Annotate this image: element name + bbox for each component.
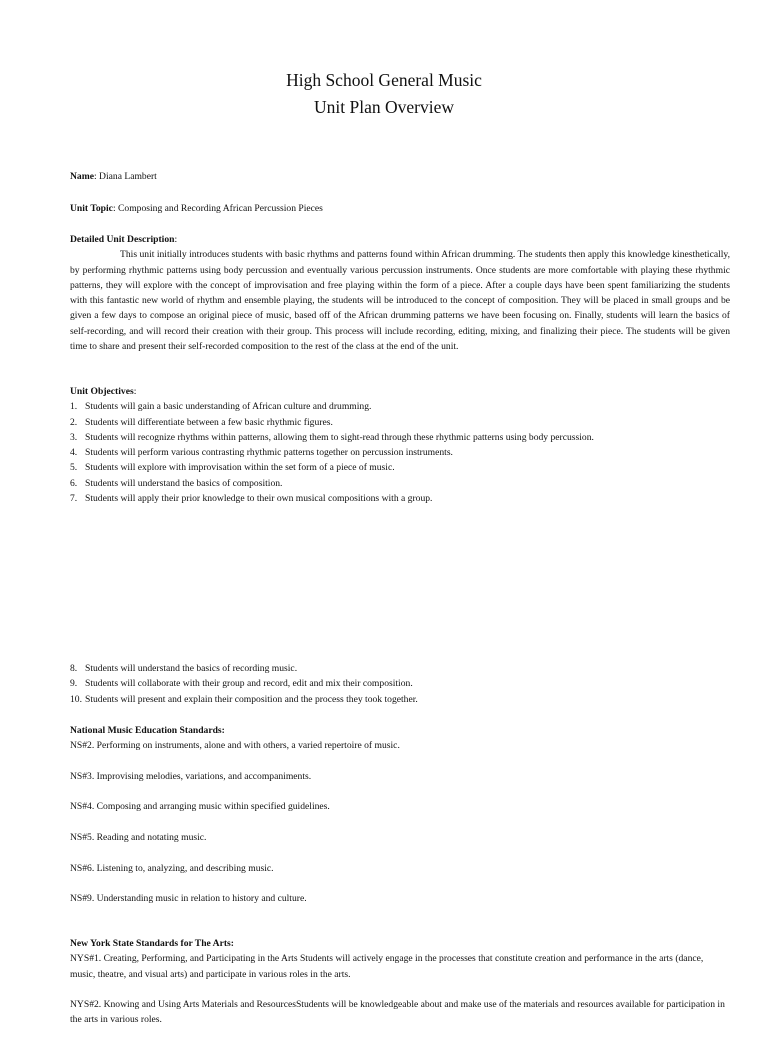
objective-number: 3. xyxy=(70,431,78,443)
objective-item xyxy=(70,661,730,676)
objective-text: Students will explore with improvisation within the set form of a piece of music. xyxy=(85,462,395,474)
standard-item: NS#2. Performing on instruments, alone and with others, a varied repertoire of music. xyxy=(70,740,400,752)
objective-item xyxy=(70,476,730,491)
label-colon: : xyxy=(174,234,178,245)
name-field xyxy=(70,169,730,184)
objective-text: Students will recognize rhythms within patterns, allowing them to sight-read through these rhythmic patterns using body percussion. xyxy=(85,431,594,443)
document-title: High School General Music xyxy=(286,70,482,90)
objective-number: 1. xyxy=(70,401,78,413)
nys-standard-item: NYS#1. Creating, Performing, and Participating in the Arts Students will actively engage in the processes that constitute creation and performance in the arts (dance, music, theatre, and visual arts) and participate in various roles in the arts. xyxy=(70,953,704,980)
unit-topic-label: Unit Topic xyxy=(70,203,113,214)
unit-topic-value: : Composing and Recording African Percussion Pieces xyxy=(112,203,323,214)
unit-objectives-continued xyxy=(70,661,730,707)
unit-objectives-label: Unit Objectives xyxy=(70,386,134,397)
objective-text: Students will collaborate with their group and record, edit and mix their composition. xyxy=(85,678,413,690)
nys-standards-section xyxy=(70,936,730,1043)
unit-objectives-section xyxy=(70,384,730,506)
objective-text: Students will understand the basics of recording music. xyxy=(85,663,298,674)
objective-item xyxy=(70,415,730,430)
standard-item: NS#6. Listening to, analyzing, and describing music. xyxy=(70,862,274,874)
objective-item xyxy=(70,445,730,460)
unit-topic-field xyxy=(70,201,730,216)
objective-number: 8. xyxy=(70,663,78,674)
objective-number: 5. xyxy=(70,462,78,474)
nys-standards-label: New York State Standards for The Arts: xyxy=(70,938,234,949)
national-standards-label: National Music Education Standards: xyxy=(70,725,225,736)
standard-item: NS#9. Understanding music in relation to history and culture. xyxy=(70,893,307,905)
objective-text: Students will differentiate between a few basic rhythmic figures. xyxy=(85,416,333,428)
objective-number: 4. xyxy=(70,447,78,459)
name-label: Name xyxy=(70,171,94,182)
objective-number: 2. xyxy=(70,416,78,428)
name-value: : Diana Lambert xyxy=(93,171,157,182)
standard-item: NS#5. Reading and notating music. xyxy=(70,832,207,844)
objective-text: Students will understand the basics of composition. xyxy=(85,477,283,489)
standard-item: NS#4. Composing and arranging music within specified guidelines. xyxy=(70,801,330,813)
national-standards-section xyxy=(70,723,730,922)
objective-text: Students will perform various contrasting rhythmic patterns together on percussion instruments. xyxy=(85,447,453,459)
objective-number: 6. xyxy=(70,477,78,489)
unit-description-label: Detailed Unit Description xyxy=(70,234,175,245)
objective-item xyxy=(70,491,730,506)
objective-number: 10. xyxy=(70,693,82,705)
standard-item: NS#3. Improvising melodies, variations, and accompaniments. xyxy=(70,770,312,782)
objective-item xyxy=(70,430,730,445)
objective-item xyxy=(70,460,730,475)
label-colon: : xyxy=(133,386,137,397)
objective-text: Students will gain a basic understanding of African culture and drumming. xyxy=(85,401,372,413)
objective-item xyxy=(70,692,730,707)
nys-standard-item: NYS#2. Knowing and Using Arts Materials and ResourcesStudents will be knowledgeable about and make use of the materials and resources available for participation in the arts in various roles. xyxy=(70,999,725,1026)
objective-text: Students will present and explain their composition and the process they took together. xyxy=(85,693,418,705)
unit-description-section xyxy=(70,232,730,354)
objective-item xyxy=(70,676,730,691)
objective-number: 7. xyxy=(70,493,78,505)
objective-number: 9. xyxy=(70,678,78,690)
objective-item xyxy=(70,399,730,414)
objective-text: Students will apply their prior knowledge to their own musical compositions with a group. xyxy=(85,493,433,505)
unit-description-text: This unit initially introduces students with basic rhythms and patterns found within African drumming. The students then apply this knowledge kinesthetically, by performing rhythmic patterns using body percussion and eventually various percussion instruments. Once students are more comfortable with playing these rhythmic patterns, they will explore with the concept of improvisation and free playing within the form of a piece. After a couple days have been spent familiarizing the students with this fantastic new world of rhythm and ensemble playing, the students will be introduced to the concept of composition. They will be placed in small groups and be given a few days to compose an original piece of music, based off of the African drumming patterns we have been focusing on. Finally, students will learn the basics of self-recording, and will record their creation with their group. This process will include recording, editing, mixing, and finalizing their piece. The students will be given time to share and present their self-recorded composition to the rest of the class at the end of the unit. xyxy=(70,249,730,353)
document-subtitle: Unit Plan Overview xyxy=(314,97,454,117)
